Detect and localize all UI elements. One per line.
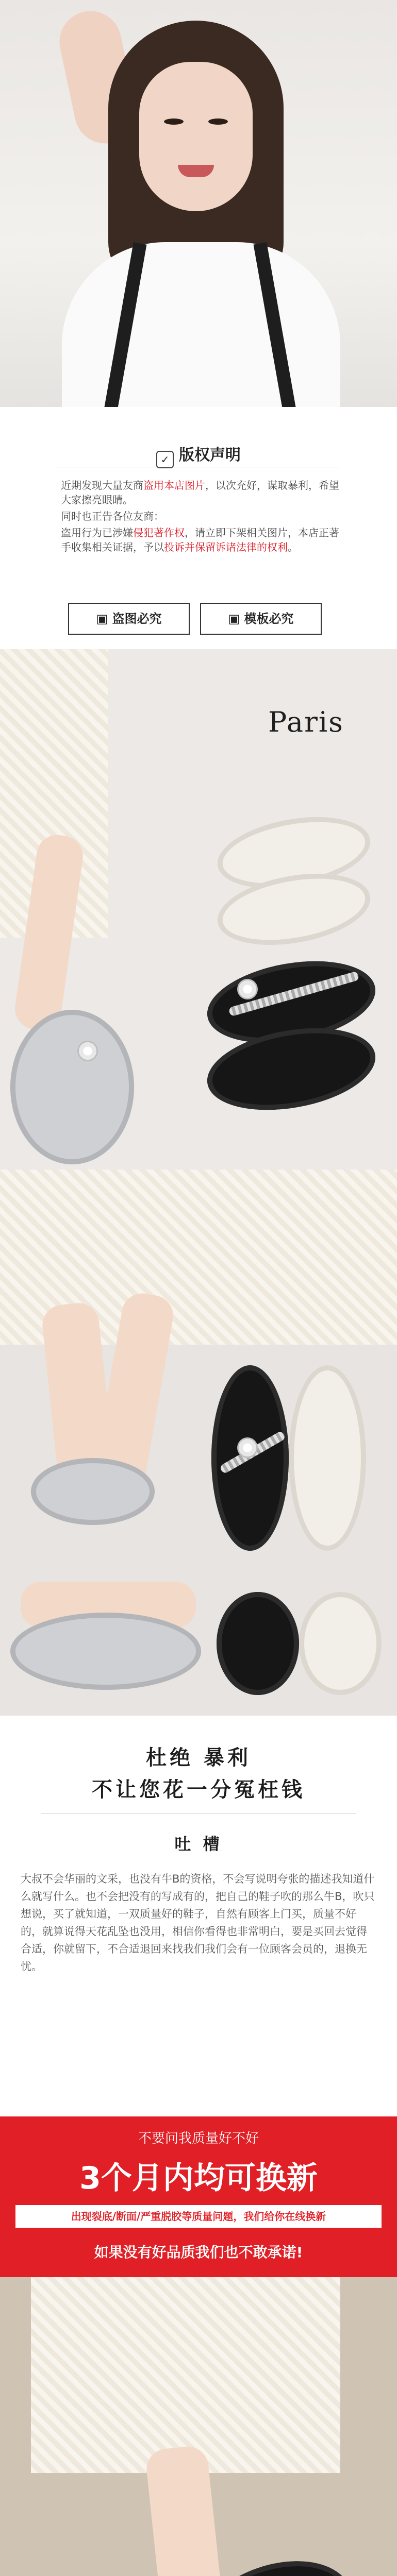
paris-box-text: Paris (268, 706, 344, 738)
shield-icon: ✓ (156, 451, 174, 468)
silver-slipper-closeup (10, 1613, 201, 1690)
eye-left (164, 118, 184, 125)
text-run: 近期发现大量友商 (61, 479, 143, 492)
guarantee-line-2: 3个月内均可换新 (79, 2160, 318, 2196)
white-slipper-closeup (299, 1592, 382, 1695)
text-run: ，以次充好，谋取暴利，希望大家擦亮眼睛。 (61, 479, 339, 506)
promo-text-section (0, 1716, 397, 2277)
description-paragraph: 大叔不会华丽的文采，也没有牛B的资格，不会写说明夸张的描述我知道什么就写什么。也不会把没有的写成有的，把自己的鞋子吹的那么牛B，吹只想说，买了就知道，一双质量好的鞋子，自然有顾客上门买，质量不好的，就算说得天花乱坠也没用，相信你看得也非常明白，要是买回去觉得合适，你就留下，不合适退回来找我们我们会有一位顾客会员的，退换无忧。 (21, 1873, 375, 1973)
lace-skirt (31, 2277, 340, 2473)
product-photo-3 (0, 2277, 397, 2576)
pearl-bow (237, 979, 258, 999)
no-template-copy-badge: ▣ 模板必究 (200, 603, 322, 635)
product-photo-1 (0, 649, 397, 1170)
silver-slipper (10, 1010, 134, 1164)
product-photo-2 (0, 1170, 397, 1716)
template-icon: ▣ (228, 612, 244, 626)
silver-slipper (31, 1458, 155, 1525)
black-slipper-closeup (217, 1592, 299, 1695)
copyright-paragraph (61, 478, 339, 507)
white-shirt (62, 242, 340, 407)
no-image-theft-badge: ▣ 盗图必究 (68, 603, 190, 635)
copyright-paragraph (61, 509, 339, 523)
text-run: 盗用行为已涉嫌 (61, 527, 133, 539)
highlight-run: 投诉并保留诉诸法律的权利 (164, 541, 288, 553)
model-photo (0, 0, 397, 407)
headline-1: 杜绝 暴利 (146, 1746, 251, 1770)
headline-2: 不让您花一分冤枉钱 (92, 1778, 305, 1802)
text-run: ，请立即下架相关图片，本店正著手收集相关证据，予以 (61, 527, 339, 553)
highlight-run: 侵犯著作权 (133, 527, 185, 539)
guarantee-line-1: 不要问我质量好不好 (138, 2131, 259, 2146)
camera-icon: ▣ (96, 612, 112, 626)
pearl-bow-2 (77, 1041, 98, 1061)
copyright-title: ✓ 版权声明 (0, 442, 397, 468)
text-run: 同时也正告各位友商： (61, 510, 164, 522)
copyright-text (61, 478, 339, 556)
white-slipper (289, 1365, 366, 1551)
copyright-paragraph (61, 526, 339, 554)
eye-right (208, 118, 228, 125)
model-face (139, 62, 253, 211)
guarantee-line-4: 如果没有好品质我们也不敢承诺! (94, 2244, 303, 2261)
pearl-bow (237, 1437, 258, 1458)
subheading: 吐 槽 (174, 1834, 223, 1854)
text-run: 。 (288, 541, 298, 553)
copyright-notice (0, 407, 397, 649)
highlight-run: 盗用本店图片 (143, 479, 205, 492)
guarantee-line-3: 出现裂底/断面/严重脱胶等质量问题，我们给你在线换新 (15, 2205, 382, 2228)
